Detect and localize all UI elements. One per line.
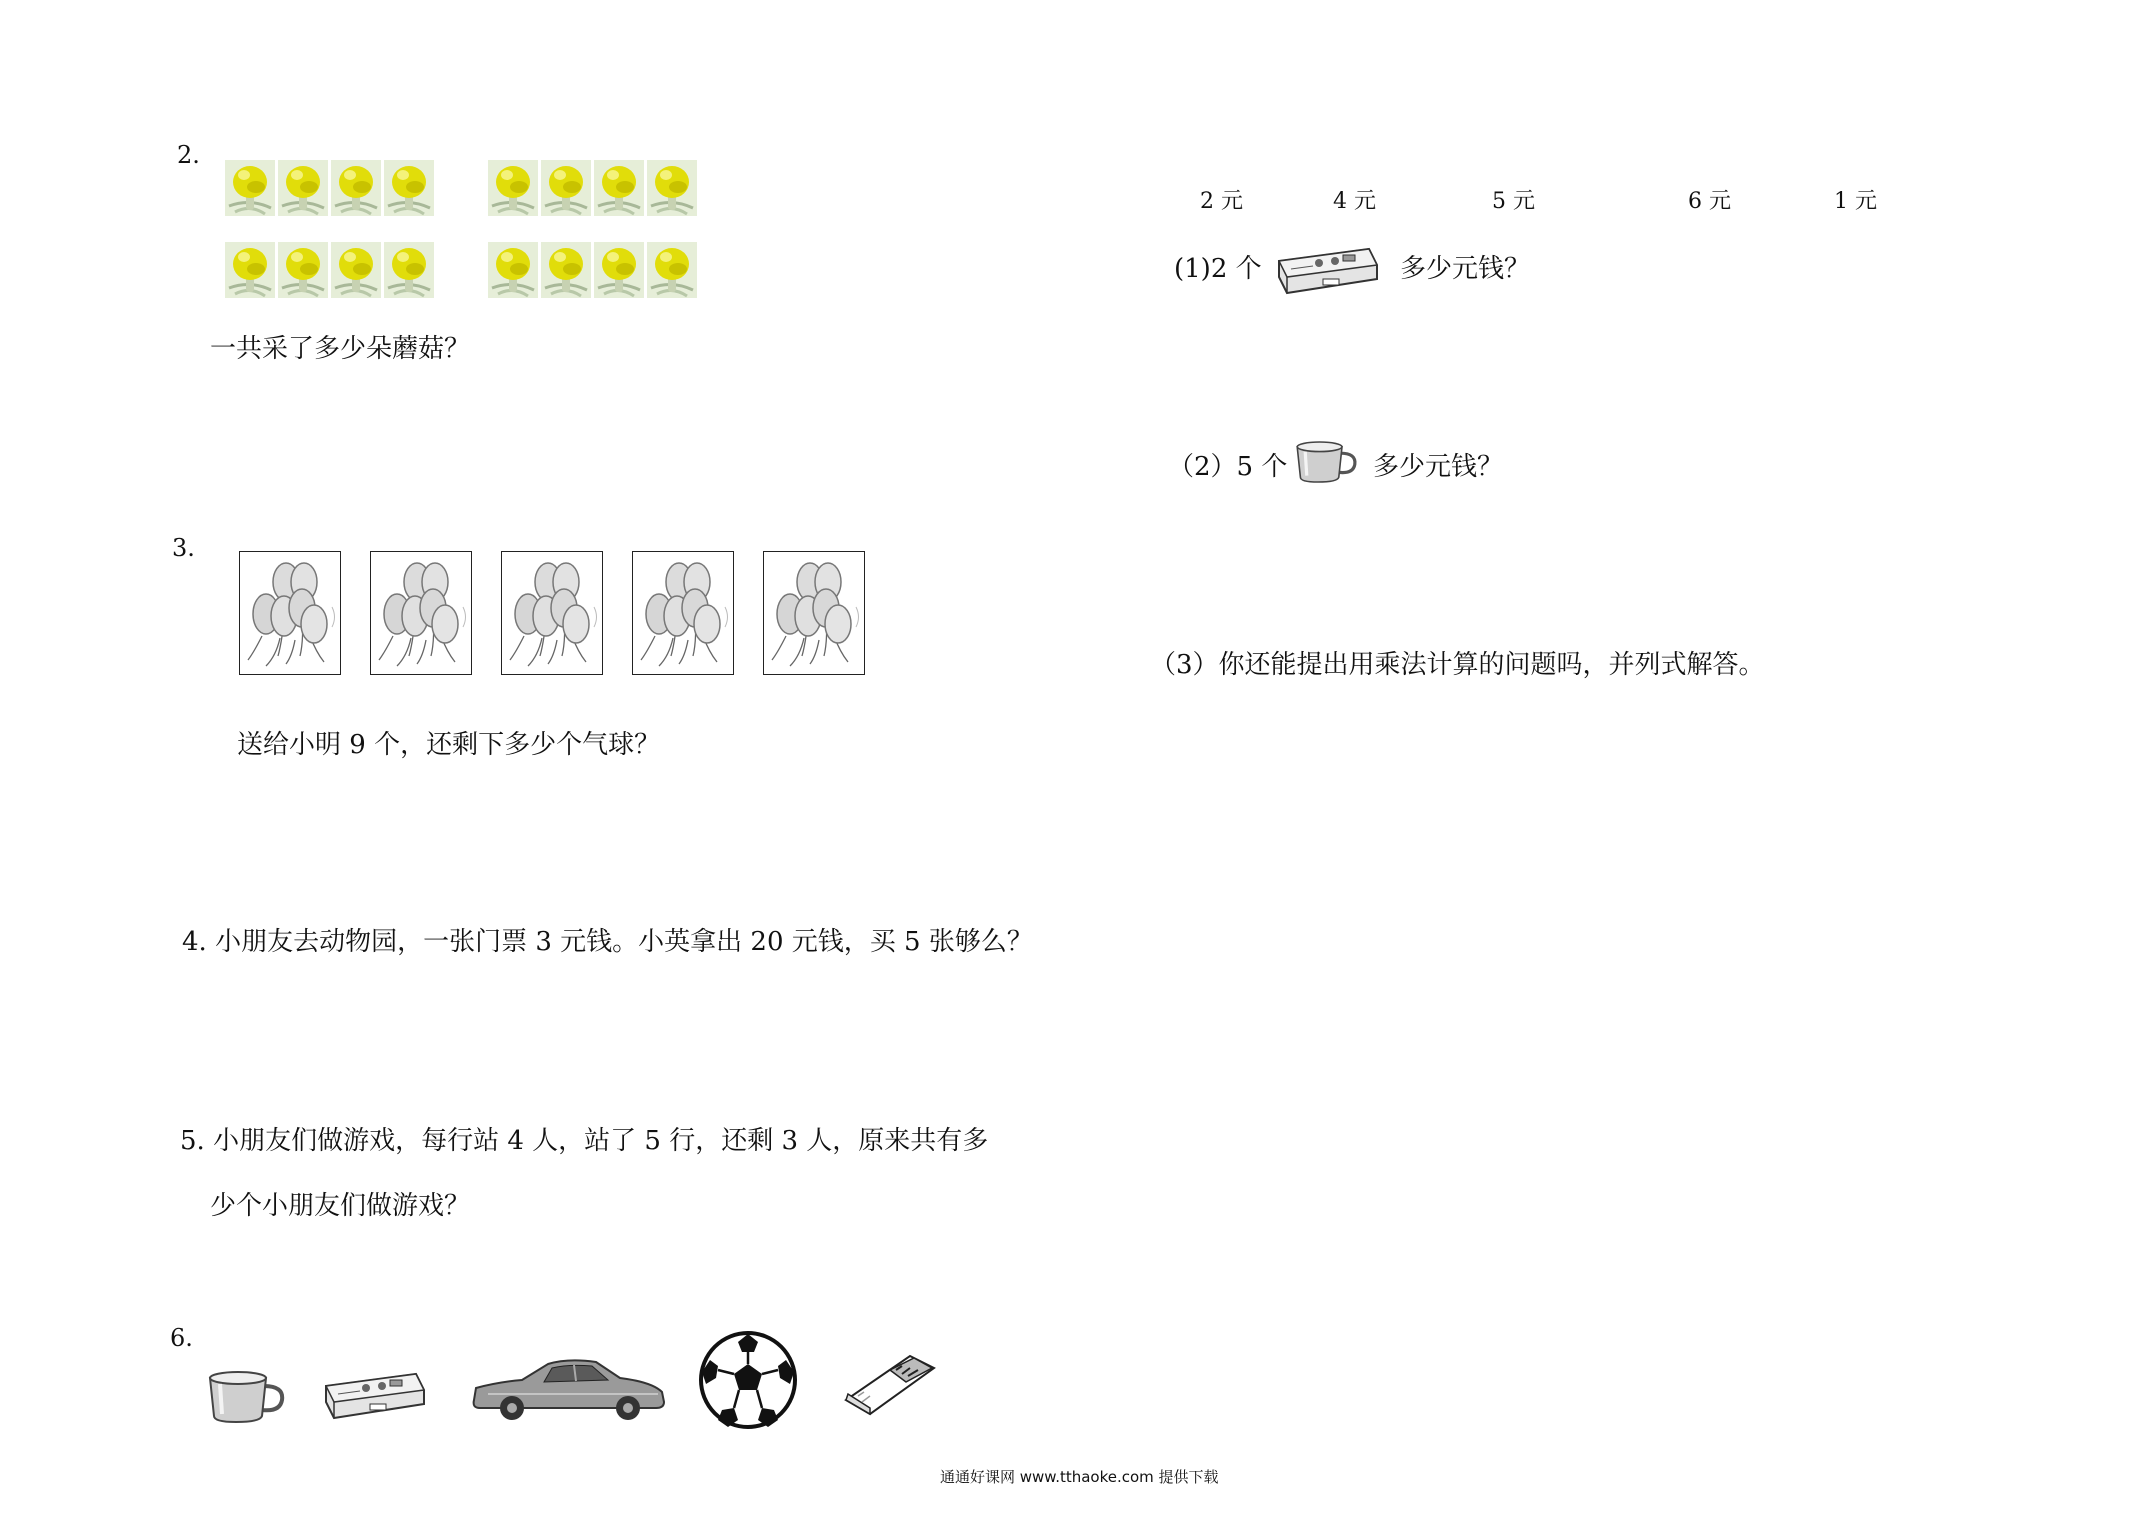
price-cup: 2 元 <box>1200 189 1243 214</box>
balloon-box <box>632 551 734 675</box>
balloon-box <box>763 551 865 675</box>
sub-question-1-prefix: (1)2 个 <box>1174 254 1262 284</box>
balloons-icon <box>240 552 340 674</box>
question-3-text: 送给小明 9 个，还剩下多少个气球？ <box>237 730 661 760</box>
mushroom-group <box>225 160 435 220</box>
price-car: 5 元 <box>1492 189 1535 214</box>
mushroom-group <box>225 242 435 302</box>
question-2-number: 2. <box>177 141 200 169</box>
balloons-icon <box>764 552 864 674</box>
sub-question-1-suffix: 多少元钱？ <box>1400 254 1531 284</box>
mushroom-icon <box>488 160 698 220</box>
question-5-line2: 少个小朋友们做游戏？ <box>210 1191 471 1221</box>
sub-question-2-suffix: 多少元钱？ <box>1373 452 1504 482</box>
price-eraser: 1 元 <box>1834 189 1877 214</box>
mushroom-icon <box>225 160 435 220</box>
balloon-box <box>239 551 341 675</box>
balloon-box <box>370 551 472 675</box>
footer-credit: 通通好课网 www.tthaoke.com 提供下载 <box>940 1468 1219 1486</box>
cup-icon <box>1294 440 1358 484</box>
price-tape-recorder: 4 元 <box>1333 189 1376 214</box>
mushroom-group <box>488 242 698 302</box>
question-2-text: 一共采了多少朵蘑菇？ <box>210 334 471 364</box>
balloons-icon <box>371 552 471 674</box>
question-4-text: 4. 小朋友去动物园，一张门票 3 元钱。小英拿出 20 元钱，买 5 张够么？ <box>182 927 1033 957</box>
price-soccer-ball: 6 元 <box>1688 189 1731 214</box>
mushroom-icon <box>225 242 435 302</box>
car-icon <box>468 1352 668 1422</box>
balloon-box <box>501 551 603 675</box>
eraser-icon <box>840 1348 940 1418</box>
balloons-icon <box>633 552 733 674</box>
question-3-number: 3. <box>172 534 195 562</box>
mushroom-group <box>488 160 698 220</box>
mushroom-icon <box>488 242 698 302</box>
tape-recorder-icon <box>320 1368 430 1420</box>
sub-question-3-text: （3）你还能提出用乘法计算的问题吗，并列式解答。 <box>1150 650 1765 680</box>
tape-recorder-icon <box>1273 243 1383 295</box>
question-6-number: 6. <box>170 1324 193 1352</box>
balloons-icon <box>502 552 602 674</box>
sub-question-2-prefix: （2）5 个 <box>1168 452 1288 482</box>
question-5-line1: 5. 小朋友们做游戏，每行站 4 人，站了 5 行，还剩 3 人，原来共有多 <box>180 1126 989 1156</box>
soccer-ball-icon <box>698 1330 798 1430</box>
cup-icon <box>206 1370 286 1424</box>
